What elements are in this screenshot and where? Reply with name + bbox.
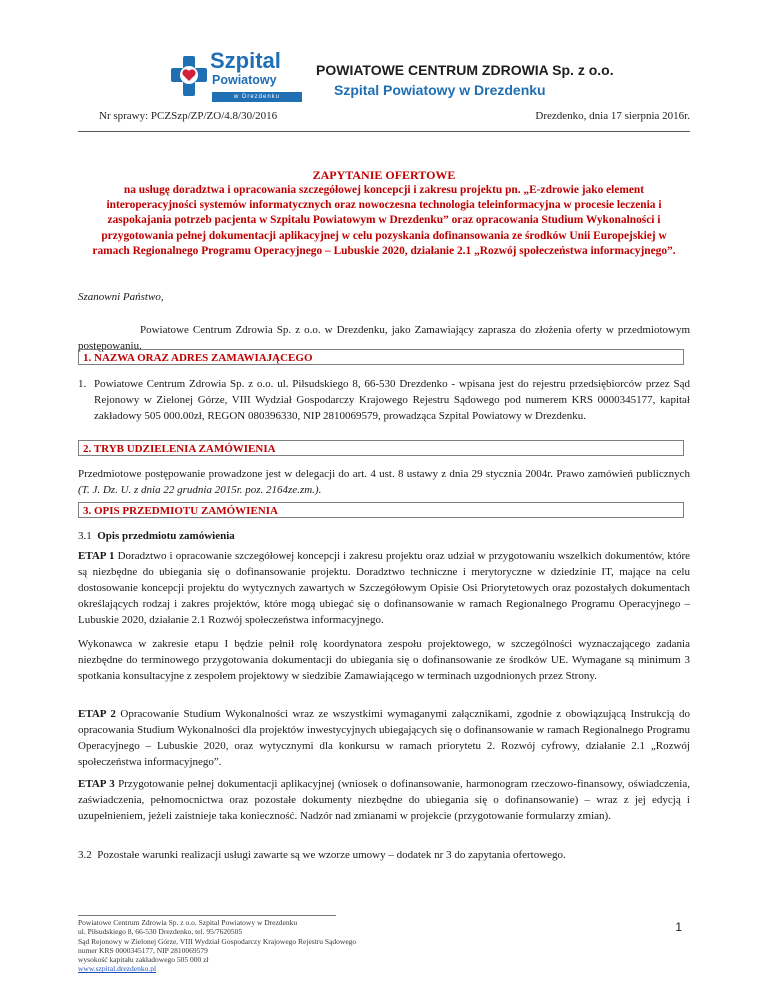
page-number: 1 [675,920,682,934]
medical-cross-heart-icon [170,52,208,100]
subsection-number: 3.1 [78,530,92,542]
etap-3-label: ETAP 3 [78,778,115,790]
footer-line: ul. Piłsudskiego 8, 66-530 Drezdenko, tel. 95/7620505 [78,927,243,937]
subsection-number: 3.2 [78,849,92,861]
etap-1-label: ETAP 1 [78,550,115,562]
subsection-3-2 [78,847,690,863]
hospital-name: Szpital Powiatowy w Drezdenku [334,82,546,98]
intro-paragraph: Powiatowe Centrum Zdrowia Sp. z o.o. w Drezdenku, jako Zamawiający zaprasza do złożenia oferty w przedmiotowym postępowaniu. [78,324,690,352]
etap-2-label: ETAP 2 [78,708,116,720]
footer-line: Powiatowe Centrum Zdrowia Sp. z o.o. Szpital Powiatowy w Drezdenku [78,918,298,927]
etap-2-paragraph [78,706,690,770]
list-item-number: 1. [78,378,87,390]
subsection-text: Pozostałe warunki realizacji usługi zawarte są we wzorze umowy – dodatek nr 3 do zapytania ofertowego. [97,849,566,861]
place-date: Drezdenko, dnia 17 sierpnia 2016r. [535,110,690,122]
footer-line: wysokość kapitału zakładowego 505 000 zł [78,955,209,965]
footer-line: Sąd Rejonowy w Zielonej Górze, VIII Wydział Gospodarczy Krajowego Rejestru Sądowego [78,936,357,946]
website-link[interactable]: www.szpital.drezdenko.pl [78,964,157,974]
etap-1-paragraph [78,548,690,628]
legal-citation: (T. J. Dz. U. z dnia 22 grudnia 2015r. poz. 2164ze.zm.). [78,484,322,496]
greeting: Szanowni Państwo, [78,291,164,303]
letterhead [78,38,690,110]
subsection-3-1 [78,528,690,544]
hospital-logo [170,48,306,106]
etap-3-paragraph [78,776,690,824]
header-divider [78,131,690,132]
section-heading-3: 3. OPIS PRZEDMIOTU ZAMÓWIENIA [78,502,684,518]
etap-1-paragraph-2: Wykonawca w zakresie etapu I będzie pełnił rolę koordynatora zespołu projektowego, w szczególności wyznaczającego zadania niezbędne do terminowego przygotowania dokumentacji do ubiegania się o dofinansowanie ze środków UE. Wymagane są minimum 3 spotkania konsultacyjne z zespołem projektowy w siedzibie Zamawiającego w terminach uzgodnionych przez Strony. [78,638,690,682]
document-title: ZAPYTANIE OFERTOWE [312,168,456,182]
footer-divider [78,915,336,916]
etap-3-text: Przygotowanie pełnej dokumentacji aplikacyjnej (wniosek o dofinansowanie, harmonogram rzeczowo-finansowy, oświadczenia, zaświadczenia, pełnomocnictwa oraz pozostałe dokumenty niezbędne do ubiegania się o dofinansowanie) – wraz z jej edycją i uzupełnieniem, jeżeli zaistnieje taka konieczność. Nadzór nad zmianami w projekcie (przygotowanie formularzy zmian). [78,778,690,822]
logo-subtitle: Powiatowy [212,73,277,87]
page-footer [78,918,498,974]
organization-name: POWIATOWE CENTRUM ZDROWIA Sp. z o.o. [316,62,614,78]
logo-city: w Drezdenku [212,92,302,102]
list-item-text: Powiatowe Centrum Zdrowia Sp. z o.o. ul. Piłsudskiego 8, 66-530 Drezdenko - wpisana jest do rejestru przedsiębiorców przez Sąd Rejonowy w Zielonej Górze, VIII Wydział Gospodarczy Krajowego Rejestru Sądowego pod numerem KRS 0000345177, kapitał zakładowy 505 000.00zł, REGON 080396330, NIP 2810069579, prowadząca Szpital Powiatowy w Drezdenku. [94,378,690,422]
etap-1-text: Doradztwo i opracowanie szczegółowej koncepcji i zakresu projektu oraz udział w przygotowaniu wszelkich dokumentów, które są niezbędne do ubiegania się o dofinansowanie projektu. Doradztwo techniczne i merytoryczne w dziedzinie IT, mające na celu dostosowanie koncepcji projektu do wytycznych zawartych w Szczegółowym Opisie Osi Priorytetowych oraz pozostałych dokumentach określających rodzaj i zakres projektów, które mogą ubiegać się o dofinansowanie w ramach Regionalnego Programu Operacyjnego – Lubuskie 2020, działanie 2.1 Rozwój społeczeństwa informacyjnego. [78,550,690,626]
section-2-paragraph [78,466,690,498]
case-number: Nr sprawy: PCZSzp/ZP/ZO/4.8/30/2016 [99,110,278,122]
subsection-title: Opis przedmiotu zamówienia [97,530,235,542]
logo-title: Szpital [210,48,281,73]
document-subtitle: na usługę doradztwa i opracowania szczegółowej koncepcji i zakresu projektu pn. „E-zdrowie jako element interoperacyjności systemów informatycznych oraz nowoczesna technologia teleinformacyjna w procesie leczenia i zaspokajania potrzeb pacjenta w Szpitalu Powiatowym w Drezdenku” oraz opracowania Studium Wykonalności i przygotowania pełnej dokumentacji aplikacyjnej w celu pozyskania dofinansowania ze środków Unii Europejskiej w ramach Regionalnego Programu Operacyjnego – Lubuskie 2020, działanie 2.1 „Rozwój społeczeństwa informacyjnego”. [92,184,676,257]
section-2-text: Przedmiotowe postępowanie prowadzone jest w delegacji do art. 4 ust. 8 ustawy z dnia 29 stycznia 2004r. Prawo zamówień publicznych [78,468,690,480]
section-heading-2: 2. TRYB UDZIELENIA ZAMÓWIENIA [78,440,684,456]
footer-line: numer KRS 0000345177, NIP 2810069579 [78,945,208,955]
section-heading-1: 1. NAZWA ORAZ ADRES ZAMAWIAJĄCEGO [78,349,684,365]
list-item [78,376,690,424]
etap-2-text: Opracowanie Studium Wykonalności wraz ze wszystkimi wymaganymi załącznikami, zgodnie z obowiązującą Instrukcją do opracowania Studium Wykonalności dla projektów inwestycyjnych ubiegających się o dofinansowanie w ramach Regionalnego Programu Operacyjnego – Lubuskie 2020, oraz wytycznymi dla konkursu w ramach priorytetu 2. Rozwój cyfrowy, działanie 2.1 „Rozwój społeczeństwa informacyjnego”. [78,708,691,768]
